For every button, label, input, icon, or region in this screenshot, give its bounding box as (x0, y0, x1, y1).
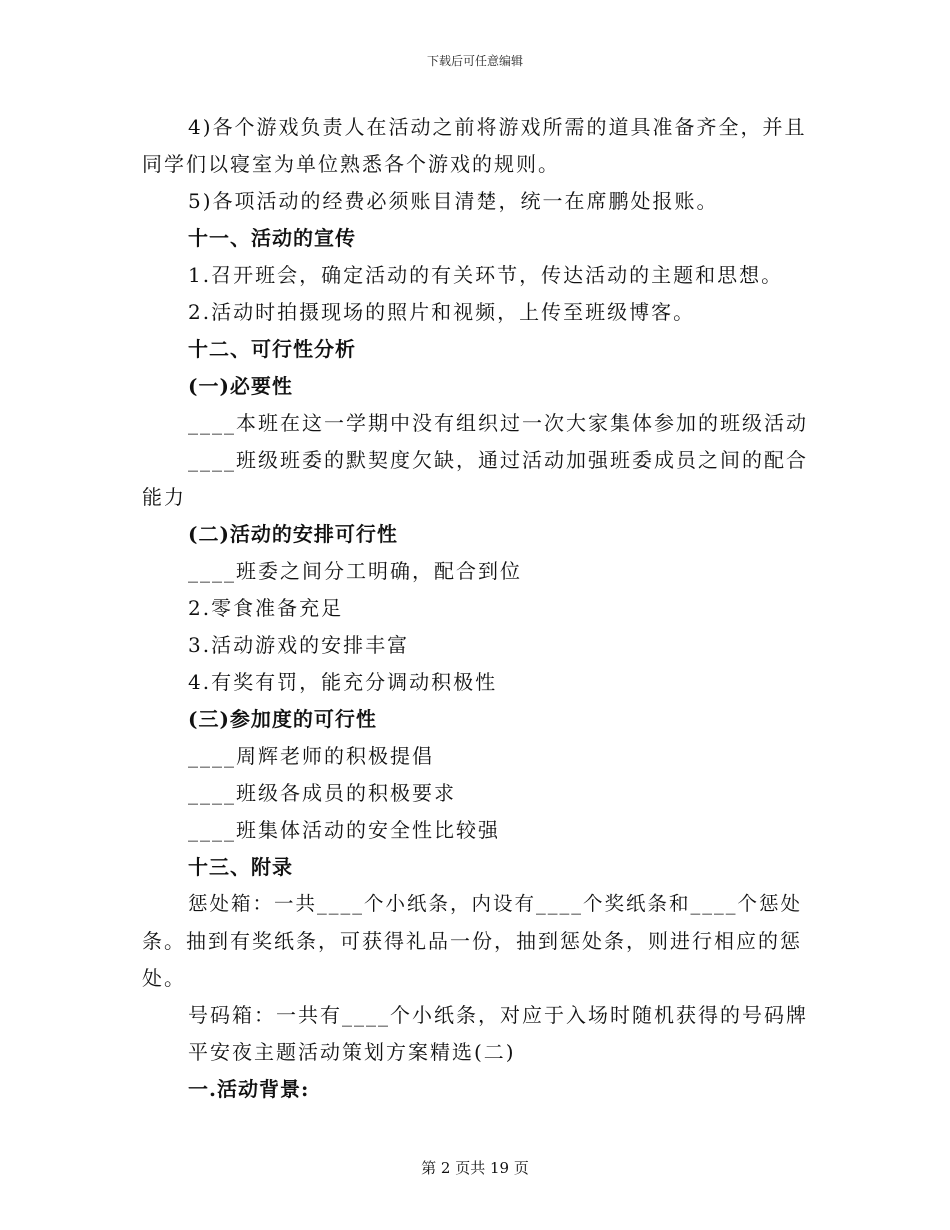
section-heading: 十三、附录 (188, 855, 293, 879)
section-heading: 一.活动背景: (188, 1077, 310, 1101)
body-line: 条。抽到有奖纸条，可获得礼品一份，抽到惩处条，则进行相应的惩 (142, 929, 802, 953)
body-line: 惩处箱：一共____个小纸条，内设有____个奖纸条和____个惩处 (188, 892, 803, 915)
body-line: 处。 (142, 966, 186, 990)
body-line: 5)各项活动的经费必须账目清楚，统一在席鹏处报账。 (188, 189, 719, 213)
body-line: 3.活动游戏的安排丰富 (188, 633, 410, 657)
section-heading: 十二、可行性分析 (188, 337, 356, 361)
body-line: ____周辉老师的积极提倡 (188, 744, 434, 768)
document-title-line: 平安夜主题活动策划方案精选(二) (188, 1040, 516, 1064)
body-line: ____本班在这一学期中没有组织过一次大家集体参加的班级活动 (188, 411, 808, 435)
body-line: ____班级各成员的积极要求 (188, 781, 456, 805)
body-line: 2.零食准备充足 (188, 596, 344, 620)
body-line: ____班级班委的默契度欠缺，通过活动加强班委成员之间的配合 (188, 448, 808, 472)
body-line: 号码箱：一共有____个小纸条，对应于入场时随机获得的号码牌 (188, 1003, 808, 1027)
subsection-heading: (二)活动的安排可行性 (188, 522, 398, 546)
body-line: 4)各个游戏负责人在活动之前将游戏所需的道具准备齐全，并且 (188, 115, 807, 139)
page-header: 下载后可任意编辑 (426, 54, 523, 68)
section-heading: 十一、活动的宣传 (188, 226, 356, 250)
body-line: 2.活动时拍摄现场的照片和视频，上传至班级博客。 (188, 300, 696, 324)
body-line: ____班集体活动的安全性比较强 (188, 818, 500, 842)
subsection-heading: (三)参加度的可行性 (188, 707, 377, 731)
page-footer: 第 2 页共 19 页 (421, 1159, 529, 1177)
body-line: 1.召开班会，确定活动的有关环节，传达活动的主题和思想。 (188, 263, 784, 287)
body-line: 同学们以寝室为单位熟悉各个游戏的规则。 (142, 152, 560, 176)
body-line: ____班委之间分工明确，配合到位 (188, 559, 522, 583)
body-line: 4.有奖有罚，能充分调动积极性 (188, 670, 498, 694)
body-line: 能力 (142, 485, 186, 509)
subsection-heading: (一)必要性 (188, 374, 293, 398)
